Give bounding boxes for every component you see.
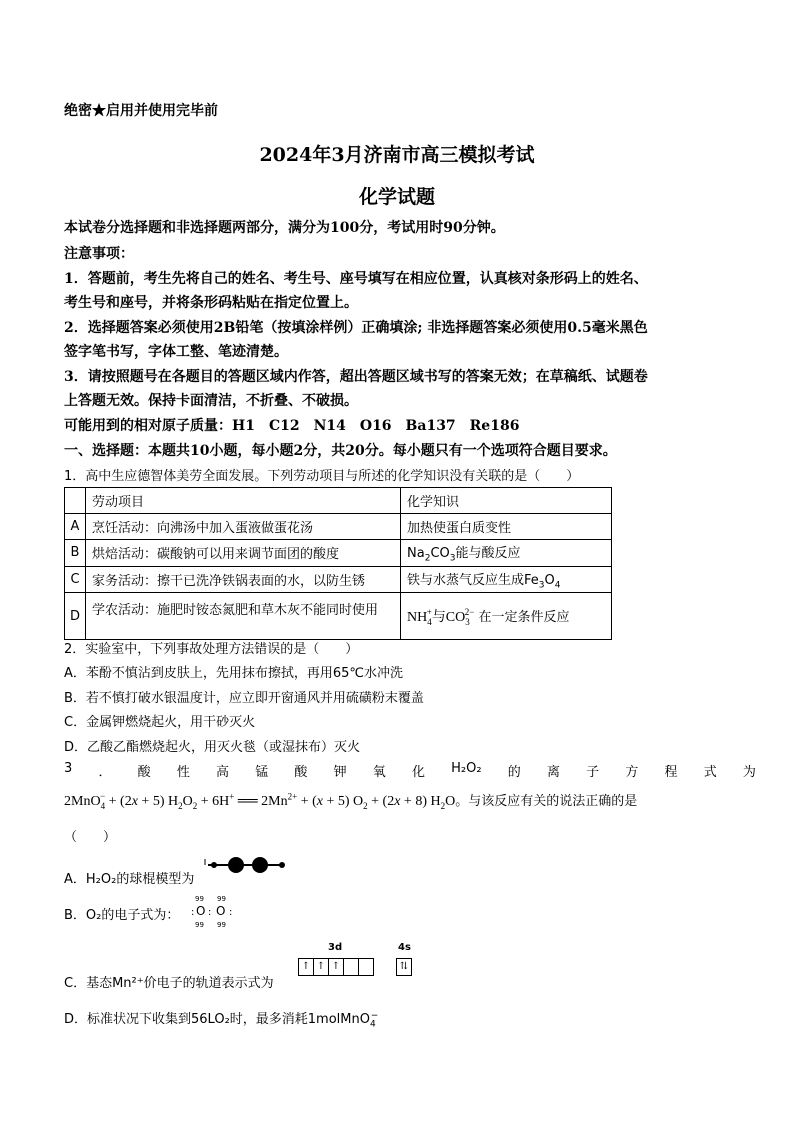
confidential-label: 绝密★启用并使用完毕前 bbox=[64, 103, 218, 119]
notice-3b: 上答题无效。保持卡面清洁，不折叠、不破损。 bbox=[64, 393, 358, 409]
row-activity: 烹饪活动：向沸汤中加入蛋液做蛋花汤 bbox=[86, 514, 401, 540]
svg-text::: : bbox=[229, 907, 233, 918]
row-activity: 家务活动：擦干已洗净铁锅表面的水，以防生锈 bbox=[86, 566, 401, 593]
orbital-box bbox=[359, 958, 374, 976]
ball-stick-model-icon bbox=[202, 855, 292, 875]
q1-table bbox=[64, 487, 612, 640]
q3-option-a: A．H₂O₂的球棍模型为 bbox=[64, 872, 195, 887]
q2-option-c: C．金属钾燃烧起火，用干砂灭火 bbox=[64, 715, 256, 730]
table-header-cell: 劳动项目 bbox=[86, 488, 401, 514]
intro-line: 本试卷分选择题和非选择题两部分，满分为100分，考试用时90分钟。 bbox=[64, 220, 505, 236]
q2-stem: 2．实验室中，下列事故处理方法错误的是（ ） bbox=[64, 642, 359, 657]
row-knowledge: $Na_2CO_3$能与酸反应 bbox=[401, 540, 612, 567]
table-header-row bbox=[65, 488, 612, 514]
orbital-box: ⇅ bbox=[396, 958, 412, 976]
orbital-box: ↑ bbox=[298, 958, 314, 976]
notice-3a: 3．请按照题号在各题目的答题区域内作答，超出答题区域书写的答案无效；在草稿纸、试题卷 bbox=[64, 369, 648, 385]
row-knowledge: 铁与水蒸气反应生成$Fe_3O_4$ bbox=[401, 566, 612, 593]
row-knowledge: 加热使蛋白质变性 bbox=[401, 514, 612, 540]
ionic-equation: 2MnO$_4$− + (2x + 5) $H_2O_2 + 6H^+$ ══ $2Mn^{2+} + (x + 5) O_2 + (2x + 8)$ $H_2O$。与该反应有关的说法正确的是 bbox=[64, 791, 638, 811]
svg-text::: : bbox=[208, 907, 212, 918]
formula-ions: $NH_4^+$与$CO_3^{2-}$ bbox=[407, 607, 475, 627]
table-row bbox=[65, 566, 612, 593]
svg-text:99: 99 bbox=[217, 921, 226, 929]
orbital-3d-boxes bbox=[298, 956, 374, 976]
row-label: B bbox=[65, 540, 86, 567]
orbital-4s-box bbox=[396, 956, 412, 976]
svg-text:O: O bbox=[196, 904, 206, 918]
q3-option-b: B．O₂的电子式为： bbox=[64, 908, 180, 923]
q3-paren: （ ） bbox=[64, 830, 117, 845]
row-activity: 烘焙活动：碳酸钠可以用来调节面团的酸度 bbox=[86, 540, 401, 567]
orbital-3d-label: 3d bbox=[328, 942, 343, 953]
notice-2b: 签字笔书写，字体工整、笔迹清楚。 bbox=[64, 344, 288, 360]
svg-text:99: 99 bbox=[195, 921, 204, 929]
notice-1a: 1．答题前，考生先将自己的姓名、考生号、座号填写在相应位置，认真核对条形码上的姓名、 bbox=[64, 271, 648, 287]
notice-2a: 2．选择题答案必须使用2B铅笔（按填涂样例）正确填涂; 非选择题答案必须使用0.5毫米黑色 bbox=[64, 320, 648, 336]
q3-stem-line: 3 ． 酸 性 高 锰 酸 钾 氧 化 H₂O₂ 的 离 子 方 程 式 为 bbox=[64, 761, 756, 780]
exam-title: 2024年3月济南市高三模拟考试 bbox=[259, 144, 535, 166]
table-row bbox=[65, 540, 612, 567]
q2-option-d: D．乙酸乙酯燃烧起火，用灭火毯（或湿抹布）灭火 bbox=[64, 740, 361, 755]
notice-label: 注意事项： bbox=[64, 246, 134, 262]
table-row bbox=[65, 593, 612, 640]
q3-option-d: D．标准状况下收集到56LO₂时，最多消耗1molMnO$_4$− bbox=[64, 1010, 379, 1030]
svg-text:99: 99 bbox=[217, 895, 226, 903]
formula-fe3o4: $Fe_3O_4$ bbox=[524, 572, 561, 591]
q1-stem: 1．高中生应德智体美劳全面发展。下列劳动项目与所述的化学知识没有关联的是（ ） bbox=[64, 469, 580, 484]
electron-dot-formula-icon bbox=[191, 893, 241, 929]
row-label: D bbox=[65, 593, 86, 640]
q3-option-c: C．基态Mn²⁺价电子的轨道表示式为 bbox=[64, 976, 274, 991]
row-label: A bbox=[65, 514, 86, 540]
svg-text:99: 99 bbox=[195, 895, 204, 903]
table-row bbox=[65, 514, 612, 540]
q2-option-a: A．苯酚不慎沾到皮肤上，先用抹布擦拭，再用65℃水冲洗 bbox=[64, 666, 404, 681]
orbital-box: ↑ bbox=[329, 958, 344, 976]
table-header-cell: 化学知识 bbox=[401, 488, 612, 514]
atomic-masses: 可能用到的相对原子质量：H1 C12 N14 O16 Ba137 Re186 bbox=[64, 418, 520, 434]
section-heading: 一、选择题：本题共10小题，每小题2分，共20分。每小题只有一个选项符合题目要求。 bbox=[64, 443, 617, 459]
row-activity: 学农活动：施肥时铵态氮肥和草木灰不能同时使用 bbox=[86, 593, 401, 640]
orbital-4s-label: 4s bbox=[398, 942, 411, 953]
notice-1b: 考生号和座号，并将条形码粘贴在指定位置上。 bbox=[64, 295, 358, 311]
orbital-box bbox=[344, 958, 359, 976]
svg-text::: : bbox=[191, 907, 195, 918]
subject-title: 化学试题 bbox=[358, 186, 435, 208]
formula-na2co3: $Na_2CO_3$ bbox=[407, 546, 456, 564]
table-header-cell bbox=[65, 488, 86, 514]
row-knowledge: $NH_4^+$与$CO_3^{2-}$ 在一定条件反应 bbox=[401, 593, 612, 640]
row-label: C bbox=[65, 566, 86, 593]
q2-option-b: B．若不慎打破水银温度计，应立即开窗通风并用硫磺粉末覆盖 bbox=[64, 691, 424, 706]
svg-text:O: O bbox=[216, 904, 226, 918]
orbital-box: ↑ bbox=[314, 958, 329, 976]
